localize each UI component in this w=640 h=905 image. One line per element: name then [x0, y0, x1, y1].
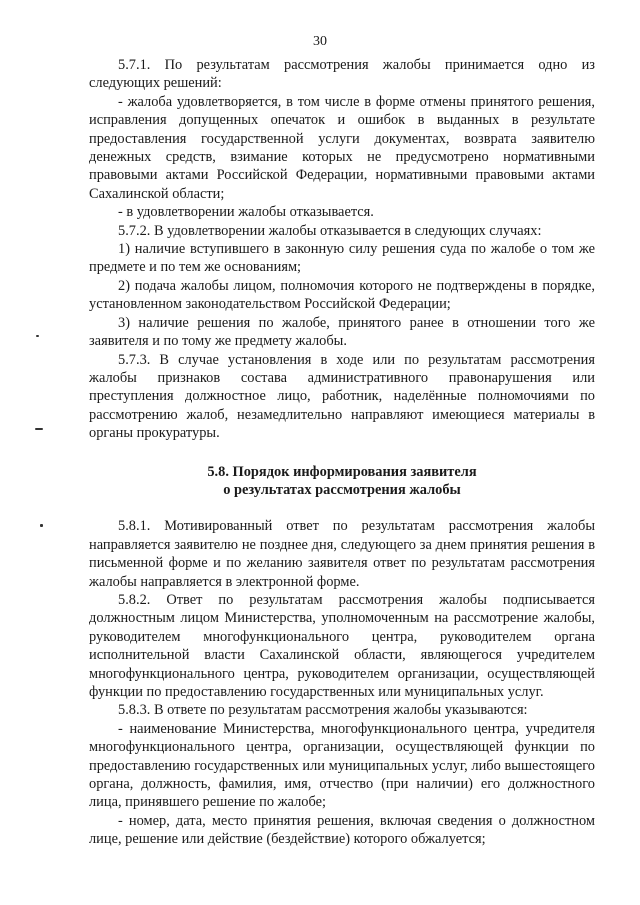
- paragraph: 5.8.1. Мотивированный ответ по результатам рассмотрения жалобы направляется заявителю не позднее дня, следующего за днем принятия решения в письменной форме и по желанию заявителя ответ по результатам рассмотрения жалобы направляется в электронной форме.: [89, 518, 595, 590]
- paragraph: - жалоба удовлетворяется, в том числе в форме отмены принятого решения, исправления допущенных опечаток и ошибок в выданных в результате предоставления государственной услуги документах, возврата заявителю денежных средств, взимание которых не предусмотрено нормативными правовыми актами Российской Федерации, нормативными правовыми актами Сахалинской области;: [89, 93, 595, 202]
- paragraph: - в удовлетворении жалобы отказывается.: [118, 204, 374, 221]
- section-heading: [89, 463, 595, 500]
- section-heading-line: о результатах рассмотрения жалобы: [223, 481, 461, 498]
- paragraph: - номер, дата, место принятия решения, включая сведения о должностном лице, решение или действие (бездействие) которого обжалуется;: [89, 812, 595, 848]
- paragraph: 2) подача жалобы лицом, полномочия которого не подтверждены в порядке, установленном законодательством Российской Федерации;: [89, 277, 595, 313]
- paragraph: 5.7.3. В случае установления в ходе или по результатам рассмотрения жалобы признаков состава административного правонарушения или преступления должностное лицо, работник, наделённые полномочиями по рассмотрению жалоб, незамедлительно направляют имеющиеся материалы в органы прокуратуры.: [89, 351, 595, 442]
- scan-mark: [40, 524, 43, 527]
- scan-mark: [35, 428, 43, 430]
- section-heading-line: 5.8. Порядок информирования заявителя: [207, 463, 477, 480]
- scan-mark: [36, 335, 39, 337]
- paragraph: 5.8.3. В ответе по результатам рассмотрения жалобы указываются:: [118, 702, 528, 719]
- page-number: 30: [313, 34, 327, 49]
- document-body: [89, 56, 595, 849]
- paragraph: 5.7.1. По результатам рассмотрения жалобы принимается одно из следующих решений:: [89, 57, 595, 92]
- paragraph: 3) наличие решения по жалобе, принятого ранее в отношении того же заявителя и по тому же предмету жалобы.: [89, 314, 595, 350]
- paragraph: - наименование Министерства, многофункционального центра, учредителя многофункционального центра, организации, осуществляющей функции по предоставлению государственных или муниципальных услуг, либо вышестоящего органа, должность, фамилия, имя, отчество (при наличии) его должностного лица, принявшего решение по жалобе;: [89, 720, 595, 811]
- paragraph: 1) наличие вступившего в законную силу решения суда по жалобе о том же предмете и по тем же основаниям;: [89, 241, 595, 276]
- paragraph: 5.8.2. Ответ по результатам рассмотрения жалобы подписывается должностным лицом Министерства, уполномоченным на рассмотрение жалобы, руководителем многофункционального центра, руководителем органа исполнительной власти Сахалинской области, являющегося учредителем многофункционального центра, руководителем организации, осуществляющей функции по предоставлению государственных или муниципальных услуг.: [89, 591, 595, 700]
- paragraph: 5.7.2. В удовлетворении жалобы отказывается в следующих случаях:: [118, 222, 542, 239]
